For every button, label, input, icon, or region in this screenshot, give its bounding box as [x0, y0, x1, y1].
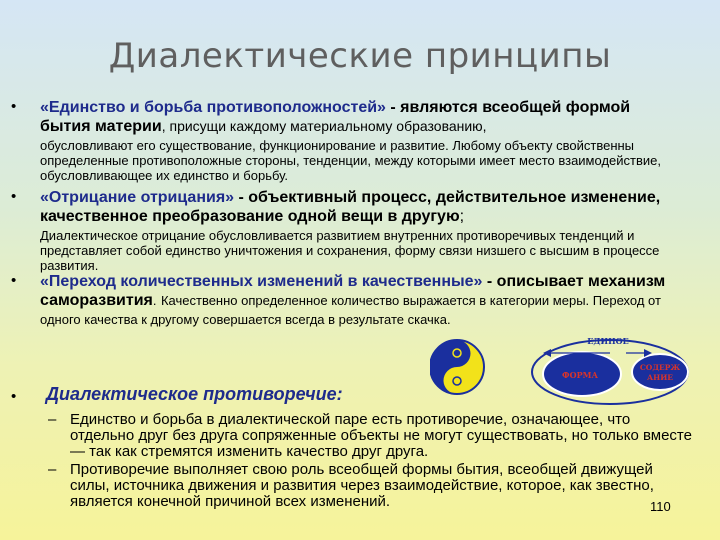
dash-marker: –: [48, 411, 57, 428]
bullet-2: [40, 188, 680, 273]
dash-marker: –: [48, 461, 57, 478]
content-oval: [632, 354, 688, 390]
label-form: ФОРМА: [562, 370, 598, 380]
bullet-2-heading-plain: ;: [459, 208, 465, 225]
label-content-1: СОДЕРЖ: [639, 363, 681, 372]
list-item-text: Противоречие выполняет свою роль всеобщей формы бытия, всеобщей движущей силы, источника движения и развития через взаимодействие, которое, как звестно, является конечной причиной всех изменений.: [70, 461, 654, 510]
bullet-1-heading-plain: , присущи каждому материальному образованию,: [161, 118, 487, 134]
bullet-marker: •: [11, 388, 17, 405]
bullet-2-body: Диалектическое отрицание обусловливается развитием внутренних противоречивых тенденций и представляет собой единство уничтожения и сохранения, форму связи низшего с высшим в процессе развития.: [40, 228, 660, 273]
list-item: [46, 462, 696, 510]
label-content-2: АНИЕ: [647, 373, 673, 382]
list-item-text: Единство и борьба в диалектической паре есть противоречие, означающее, что отдельно друг без друга сопряженные объекты не могут существовать, но только вместе — так как стремятся изменить качество друг друга.: [70, 411, 692, 460]
dialectic-diagram: [430, 330, 700, 410]
contradiction-list: [46, 412, 696, 510]
page-number: 110: [650, 499, 671, 514]
bullet-2-term: «Отрицание отрицания»: [40, 189, 235, 206]
bullet-3-heading-bold: - описывает механизм саморазвития: [40, 273, 666, 309]
bullet-2-heading: [40, 188, 680, 226]
bullet-1-heading-bold: - являются всеобщей формой бытия материи: [40, 99, 631, 135]
bullet-1: [40, 98, 680, 183]
bullet-3-term: «Переход количественных изменений в качественные»: [40, 273, 483, 290]
bullet-3-heading-plain: .: [152, 293, 157, 308]
bullet-3: [40, 272, 670, 329]
list-item: [46, 412, 696, 460]
label-unity: ЕДИНОЕ: [587, 336, 629, 346]
bullet-1-body: обусловливают его существование, функционирование и развитие. Любому объекту свойственны определенные противоположные стороны, тенденции, между которыми имеет место взаимодействие, обусловливающее их единство и борьбу.: [40, 138, 661, 183]
bullet-marker: •: [11, 272, 17, 289]
bullet-3-heading: [40, 272, 670, 329]
yin-yang-icon: [430, 340, 484, 394]
bullet-1-heading: [40, 98, 680, 136]
contradiction-heading: Диалектическое противоречие:: [46, 384, 343, 404]
bullet-3-body: Качественно определенное количество выражается в категории меры. Переход от одного качества к другому совершается всегда в результате скачка.: [40, 293, 661, 327]
bullet-2-heading-bold: - объективный процесс, действительное изменение, качественное преобразование одной вещи в другую: [40, 189, 661, 225]
bullet-marker: •: [11, 188, 17, 205]
slide-title: Диалектические принципы: [108, 36, 612, 76]
bullet-1-term: «Единство и борьба противоположностей»: [40, 99, 386, 116]
bullet-marker: •: [11, 98, 17, 115]
